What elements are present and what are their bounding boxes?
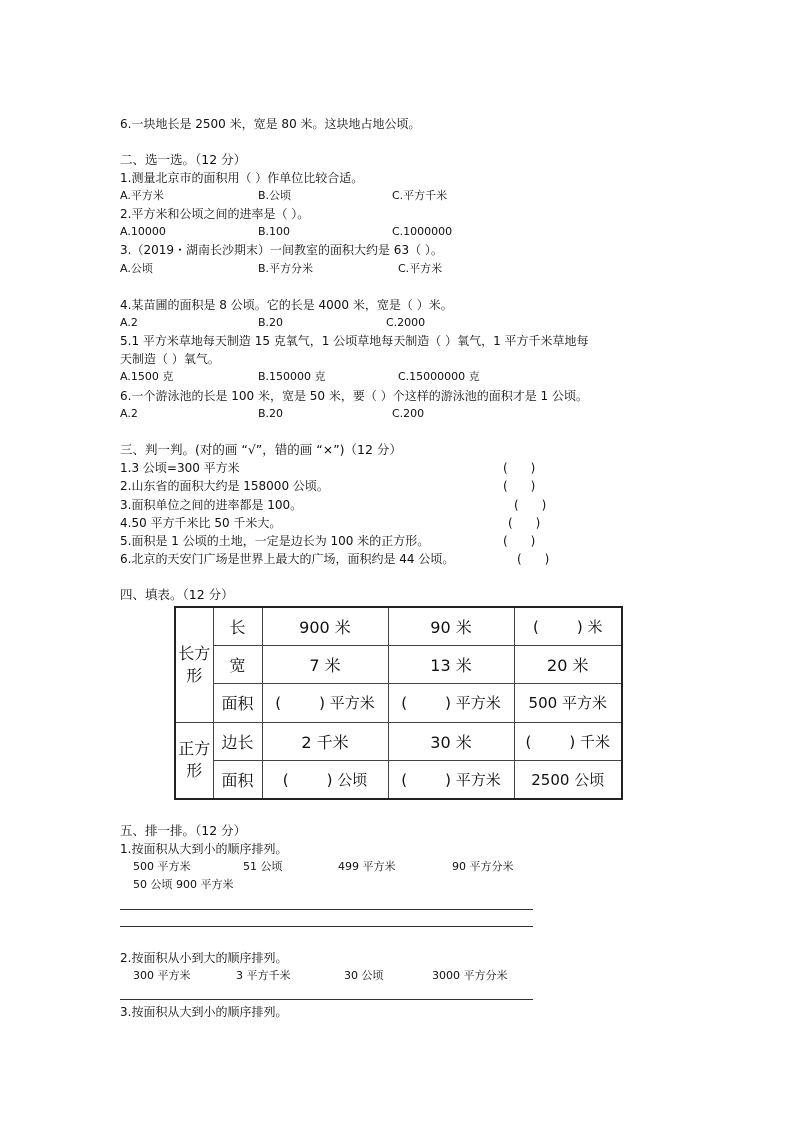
answer-line[interactable] <box>120 909 533 910</box>
cell-blank[interactable]: ( ) 米 <box>514 607 622 646</box>
s3-item-3: 3.面积单位之间的进率都是 100。 <box>120 498 303 512</box>
s2-q4-opt-c: C.2000 <box>386 316 426 329</box>
s2-q5: 5.1 平方米草地每天制造 15 克氧气，1 公顷草地每天制造（ ）氧气，1 平方千米草地每 <box>120 334 589 348</box>
cell-blank[interactable]: ( ) 千米 <box>514 722 622 760</box>
s3-answer-2[interactable]: ( ) <box>503 479 536 493</box>
table-row <box>175 646 622 684</box>
s5-q2-item: 3 平方千米 <box>236 969 291 982</box>
s5-q1-item: 51 公顷 <box>243 860 283 873</box>
section5-title: 五、排一排。（12 分） <box>120 823 247 838</box>
s2-q3-opt-b: B.平方分米 <box>258 262 314 275</box>
cell: 900 米 <box>262 607 388 646</box>
answer-line[interactable] <box>120 926 533 927</box>
s2-q1-opt-c: C.平方千米 <box>392 189 448 202</box>
s2-q6-opt-a: A.2 <box>120 407 138 420</box>
s3-item-5: 5.面积是 1 公顷的土地，一定是边长为 100 米的正方形。 <box>120 534 430 548</box>
cell: 90 米 <box>388 607 514 646</box>
s2-q5-opt-b: B.150000 克 <box>258 370 326 383</box>
s3-item-1: 1.3 公顷=300 平方米 <box>120 461 240 475</box>
q6-fill: 6.一块地长是 2500 米，宽是 80 米。这块地占地公顷。 <box>120 117 421 131</box>
s2-q1-opt-b: B.公顷 <box>258 189 292 202</box>
s5-q2-item: 300 平方米 <box>133 969 191 982</box>
square-label: 正方形 <box>175 722 213 799</box>
s3-answer-5[interactable]: ( ) <box>503 534 536 548</box>
s2-q3-opt-c: C.平方米 <box>398 262 443 275</box>
s2-q3: 3.（2019・湖南长沙期末）一间教室的面积大约是 63（ ）。 <box>120 243 443 257</box>
cell: 500 平方米 <box>514 684 622 722</box>
s2-q6: 6.一个游泳池的长是 100 米，宽是 50 米，要（ ）个这样的游泳池的面积才是 1 公顷。 <box>120 389 588 403</box>
s2-q5-cont: 天制造（ ）氧气。 <box>120 352 220 366</box>
s3-answer-1[interactable]: ( ) <box>503 461 536 475</box>
s5-q1-item: 500 平方米 <box>133 860 191 873</box>
table-row <box>175 607 622 646</box>
s5-q1-item: 499 平方米 <box>338 860 396 873</box>
s2-q2-opt-b: B.100 <box>258 225 291 238</box>
s2-q1-opt-a: A.平方米 <box>120 189 164 202</box>
answer-line[interactable] <box>120 999 533 1000</box>
s2-q4-opt-b: B.20 <box>258 316 284 329</box>
cell: 13 米 <box>388 646 514 684</box>
s2-q4-opt-a: A.2 <box>120 316 138 329</box>
row-label-side: 边长 <box>213 722 262 760</box>
cell-blank[interactable]: ( ) 公顷 <box>262 760 388 799</box>
s3-answer-3[interactable]: ( ) <box>514 498 547 512</box>
s2-q2: 2.平方米和公顷之间的进率是（ ）。 <box>120 207 310 221</box>
s5-q2-item: 3000 平方分米 <box>432 969 508 982</box>
s3-item-6: 6.北京的天安门广场是世界上最大的广场，面积约是 44 公顷。 <box>120 552 455 566</box>
s3-item-4: 4.50 平方千米比 50 千米大。 <box>120 516 282 530</box>
section3-title: 三、判一判。(对的画 “√”，错的画 “×”)（12 分） <box>120 442 402 457</box>
rect-label: 长方形 <box>175 607 213 722</box>
s2-q5-opt-c: C.15000000 克 <box>398 370 480 383</box>
table-row <box>175 760 622 799</box>
s2-q4: 4.某苗圃的面积是 8 公顷。它的长是 4000 米，宽是（ ）米。 <box>120 298 453 312</box>
s2-q6-opt-b: B.20 <box>258 407 284 420</box>
row-label-width: 宽 <box>213 646 262 684</box>
table-row <box>175 722 622 760</box>
s2-q5-opt-a: A.1500 克 <box>120 370 174 383</box>
s5-q2-item: 30 公顷 <box>344 969 384 982</box>
cell: 20 米 <box>514 646 622 684</box>
s5-q3: 3.按面积从大到小的顺序排列。 <box>120 1005 288 1019</box>
section4-title: 四、填表。（12 分） <box>120 587 234 602</box>
cell: 7 米 <box>262 646 388 684</box>
s2-q2-opt-c: C.1000000 <box>392 225 453 238</box>
row-label-length: 长 <box>213 607 262 646</box>
section2-title: 二、选一选。（12 分） <box>120 152 247 167</box>
s2-q2-opt-a: A.10000 <box>120 225 166 238</box>
s3-answer-6[interactable]: ( ) <box>517 552 550 566</box>
cell: 30 米 <box>388 722 514 760</box>
cell-blank[interactable]: ( ) 平方米 <box>388 760 514 799</box>
s3-item-2: 2.山东省的面积大约是 158000 公顷。 <box>120 479 329 493</box>
cell-blank[interactable]: ( ) 平方米 <box>262 684 388 722</box>
s2-q1: 1.测量北京市的面积用（ ）作单位比较合适。 <box>120 171 364 185</box>
s2-q3-opt-a: A.公顷 <box>120 262 153 275</box>
cell-blank[interactable]: ( ) 平方米 <box>388 684 514 722</box>
cell: 2 千米 <box>262 722 388 760</box>
cell: 2500 公顷 <box>514 760 622 799</box>
s5-q1-item: 50 公顷 900 平方米 <box>133 878 234 891</box>
fill-table <box>174 606 623 800</box>
table-row <box>175 684 622 722</box>
s5-q1-item: 90 平方分米 <box>452 860 514 873</box>
s2-q6-opt-c: C.200 <box>392 407 425 420</box>
row-label-area: 面积 <box>213 684 262 722</box>
s3-answer-4[interactable]: ( ) <box>508 516 541 530</box>
row-label-area: 面积 <box>213 760 262 799</box>
s5-q1: 1.按面积从大到小的顺序排列。 <box>120 842 288 856</box>
s5-q2: 2.按面积从小到大的顺序排列。 <box>120 951 288 965</box>
